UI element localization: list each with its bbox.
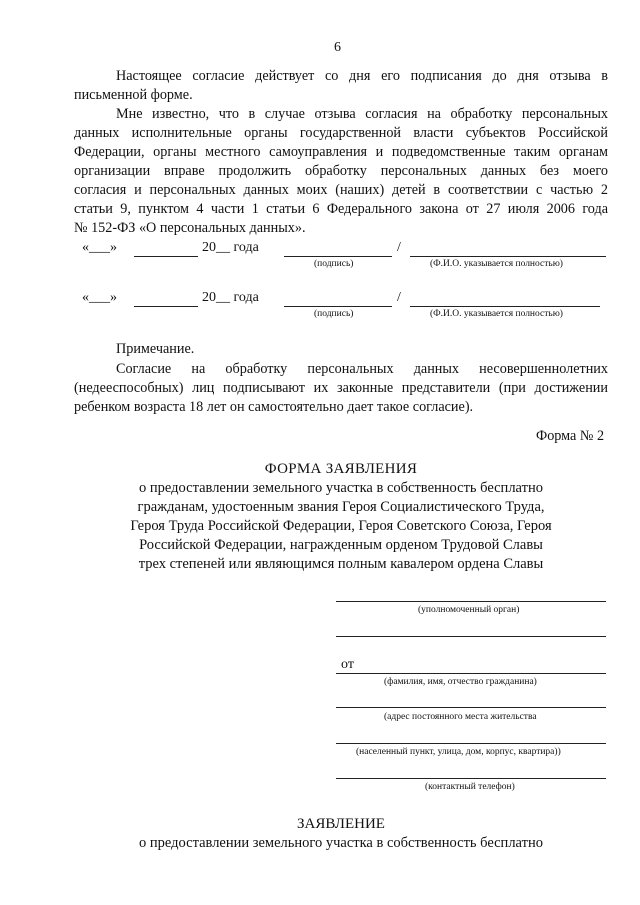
locality-line	[336, 743, 606, 744]
date-month-line	[134, 256, 198, 257]
authority-caption: (уполномоченный орган)	[418, 605, 520, 615]
paragraph-line: № 152-ФЗ «О персональных данных».	[74, 220, 306, 236]
signature-line	[284, 256, 392, 257]
name-caption: (фамилия, имя, отчество гражданина)	[384, 677, 537, 687]
note-line: (недееспособных) лиц подписывают их законные представители (при достижении	[74, 380, 608, 396]
slash: /	[397, 290, 401, 305]
locality-caption: (населенный пункт, улица, дом, корпус, квартира))	[356, 747, 561, 757]
paragraph-line: статьи 9, пунктом 4 части 1 статьи 6 Федерального закона от 27 июля 2006 года	[74, 201, 608, 217]
paragraph-line: согласия и персональных данных моих (наших) детей в соответствии с частью 2	[74, 182, 608, 198]
page-number: 6	[334, 40, 341, 55]
note-heading: Примечание.	[116, 341, 195, 357]
application-title: ЗАЯВЛЕНИЕ	[297, 816, 385, 832]
form-subtitle-line: Российской Федерации, награжденным орденом Трудовой Славы	[139, 537, 543, 553]
phone-caption: (контактный телефон)	[425, 782, 515, 792]
blank-line	[336, 636, 606, 637]
note-line: Согласие на обработку персональных данных несовершеннолетних	[116, 361, 608, 377]
paragraph-line: данных исполнительные органы государственной власти субъектов Российской	[74, 125, 608, 141]
form-subtitle-line: Героя Труда Российской Федерации, Героя Советского Союза, Героя	[130, 518, 552, 534]
fio-caption: (Ф.И.О. указывается полностью)	[430, 309, 563, 319]
date-year: 20__ года	[202, 240, 259, 255]
note-line: ребенком возраста 18 лет он самостоятельно дает такое согласие).	[74, 399, 474, 415]
paragraph-line: Настоящее согласие действует со дня его подписания до дня отзыва в	[116, 68, 608, 84]
name-line	[336, 673, 606, 674]
authority-line	[336, 601, 606, 602]
paragraph-line: Федерации, органы местного самоуправления и подведомственные таким органам	[74, 144, 608, 160]
form-subtitle-line: трех степеней или являющимся полным кавалером ордена Славы	[138, 556, 544, 572]
paragraph-line: письменной форме.	[74, 87, 193, 103]
paragraph-line: Мне известно, что в случае отзыва согласия на обработку персональных	[116, 106, 608, 122]
signature-caption: (подпись)	[314, 309, 354, 319]
fio-line	[410, 256, 606, 257]
date-quote: «___»	[82, 240, 117, 255]
residence-caption: (адрес постоянного места жительства	[384, 712, 537, 722]
signature-caption: (подпись)	[314, 259, 354, 269]
date-quote: «___»	[82, 290, 117, 305]
residence-line	[336, 707, 606, 708]
form-label: Форма № 2	[536, 428, 605, 444]
fio-line	[410, 306, 600, 307]
form-title: ФОРМА ЗАЯВЛЕНИЯ	[264, 461, 418, 477]
date-year: 20__ года	[202, 290, 259, 305]
paragraph-line: организации вправе продолжить обработку персональных данных без моего	[74, 163, 608, 179]
form-subtitle-line: гражданам, удостоенным звания Героя Социалистического Труда,	[137, 499, 545, 515]
signature-line	[284, 306, 392, 307]
fio-caption: (Ф.И.О. указывается полностью)	[430, 259, 563, 269]
form-subtitle-line: о предоставлении земельного участка в собственность бесплатно	[139, 480, 543, 496]
from-label: от	[341, 657, 354, 672]
slash: /	[397, 240, 401, 255]
application-subtitle: о предоставлении земельного участка в собственность бесплатно	[139, 835, 543, 851]
phone-line	[336, 778, 606, 779]
date-month-line	[134, 306, 198, 307]
